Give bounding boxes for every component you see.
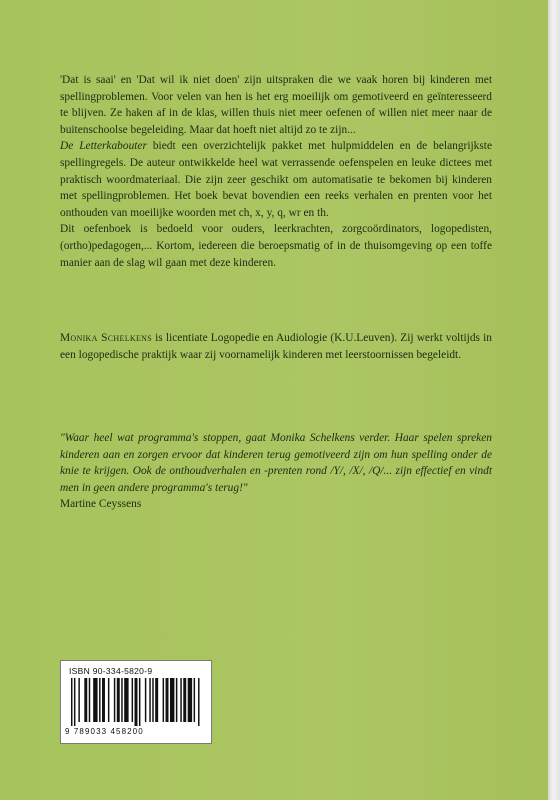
barcode-bar [114, 678, 115, 722]
barcode-bar [78, 678, 79, 722]
blurb-paragraph-2 [60, 138, 492, 221]
quote-attribution: Martine Ceyssens [60, 498, 142, 511]
barcode-bar [176, 678, 177, 722]
barcode-bar [145, 678, 146, 722]
isbn-label: ISBN 90-334-5820-9 [69, 666, 153, 676]
barcode-bar [71, 678, 72, 726]
quote-text: "Waar heel wat programma's stoppen, gaat Monika Schelkens verder. Haar spelen spreken kinderen aan en zorgen ervoor dat kinderen terug gemotiveerd zijn om hun spelling onder de knie te krijgen. Ook de onthoudverhalen en -prenten rond /Y/, /X/, /Q/... zijn effectief en vindt men in geen andere programma's terug!" [60, 432, 492, 494]
barcode-bar [152, 678, 153, 722]
barcode-bar [194, 678, 195, 722]
barcode-bar [74, 678, 75, 726]
barcode-bar [93, 678, 97, 722]
barcode-bar [188, 678, 192, 722]
barcode-bar [99, 678, 100, 722]
blurb-paragraph-3: Dit oefenboek is bedoeld voor ouders, leerkrachten, zorgcoördinators, logopedisten, (ortho)pedagogen,... Kortom, iedereen die beroepsmatig of in de thuisomgeving op een toffe manier aan de slag wil gaan met deze kinderen. [60, 223, 492, 269]
author-bio-text [60, 330, 492, 363]
review-quote [60, 430, 492, 513]
barcode-bar [124, 678, 128, 722]
barcode-bar [121, 678, 122, 722]
barcode-bar [89, 678, 90, 722]
ean-number: 9 789033 458200 [65, 727, 144, 736]
barcode [60, 660, 212, 744]
blurb-paragraph-2-text: biedt een overzichtelijk pakket met hulpmiddelen en de belangrijkste spellingregels. De auteur ontwikkelde heel wat verrassende oefenspelen en leuke dictees met praktisch woordmateriaal. Die zijn zeer geschikt om automatisatie te bekomen bij kinderen met spellingproblemen. Het boek bevat bovendien een reeks verhalen en prenten voor het onthouden van moeilijke woorden met ch, x, y, q, wr en th. [60, 140, 492, 219]
barcode-bar [117, 678, 120, 722]
barcode-bar [108, 678, 109, 722]
barcode-bar [170, 678, 174, 722]
barcode-bar [155, 678, 158, 722]
barcode-bar [135, 678, 138, 726]
barcode-bar [198, 678, 199, 726]
barcode-bar [180, 678, 181, 722]
barcode-bar [84, 678, 87, 722]
barcode-bar [132, 678, 133, 722]
barcode-bar [183, 678, 186, 722]
blurb-paragraph-1: 'Dat is saai' en 'Dat wil ik niet doen' zijn uitspraken die we vaak horen bij kinderen met spellingproblemen. Voor velen van hen is het erg moeilijk om gemotiveerd en geïnteresseerd te blijven. Ze haken af in de klas, willen thuis niet meer oefenen of willen niet meer naar de buitenschoolse begeleiding. Maar dat hoeft niet altijd zo te zijn... [60, 74, 492, 136]
barcode-bar [102, 678, 105, 722]
book-title: De Letterkabouter [60, 140, 147, 153]
barcode-bar [163, 678, 164, 722]
author-bio [60, 330, 492, 363]
barcode-bars [71, 678, 201, 726]
blurb-section [60, 72, 492, 271]
page-edge [548, 0, 560, 800]
barcode-bar [139, 678, 140, 726]
author-bio-body: is licentiate Logopedie en Audiologie (K.U.Leuven). Zij werkt voltijds in een logopedische praktijk waar zij voornamelijk kinderen met leerstoornissen begeleidt. [60, 332, 492, 361]
barcode-bar [166, 678, 169, 722]
author-name: Monika Schelkens [60, 332, 152, 344]
barcode-bar [149, 678, 150, 722]
